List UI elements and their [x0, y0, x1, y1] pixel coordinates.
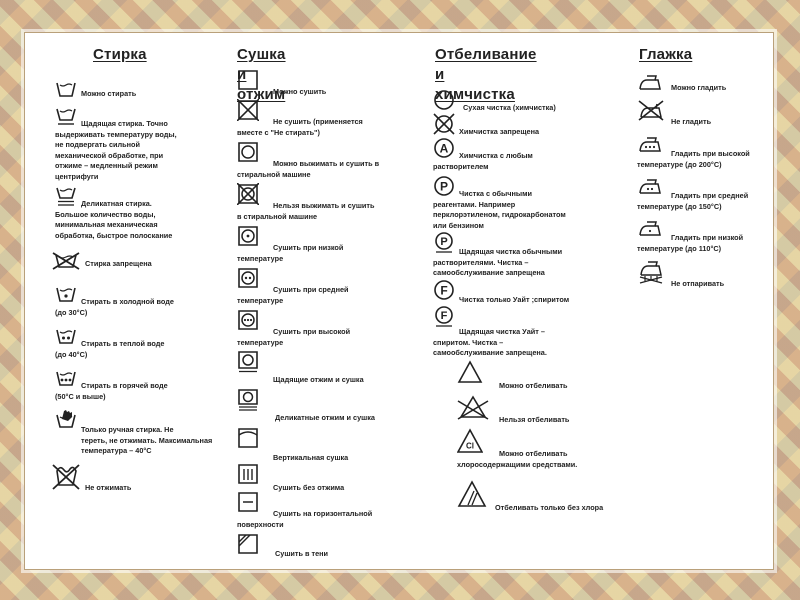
care-label: Гладить при высокой температуре (до 200°C)	[637, 149, 750, 169]
care-label: Не отжимать	[85, 483, 132, 492]
no-wash-icon	[51, 249, 81, 271]
dry-clean-f-icon	[433, 279, 455, 301]
care-label: Только ручная стирка. Не тереть, не отжимать. Максимальная температура – 40°C	[81, 425, 213, 456]
care-label: Не отпаривать	[671, 279, 725, 288]
care-label: Щадящие отжим и сушка	[273, 375, 364, 384]
care-label: Сушить при высокой температуре	[237, 327, 351, 347]
bleach-icon	[457, 359, 483, 385]
bleach-letter: Cl	[466, 441, 474, 451]
dry-shade-icon	[237, 533, 259, 555]
no-wring-icon	[51, 461, 81, 491]
drip-dry-icon	[237, 463, 259, 485]
no-steam-icon	[637, 259, 665, 285]
care-label: Гладить при низкой температуре (до 110°C)	[637, 233, 744, 253]
care-label: Сушить без отжима	[273, 483, 345, 492]
dry-clean-f-gentle-icon	[433, 305, 455, 327]
care-label: Чистка только Уайт ;спиритом	[459, 295, 570, 304]
non-chlorine-bleach-icon	[457, 479, 487, 509]
care-label: Сушить при низкой температуре	[237, 243, 344, 263]
care-label: Вертикальная сушка	[273, 453, 349, 462]
care-label: Щадящая чистка обычными растворителями. Чистка – самообслуживание запрещена	[433, 247, 563, 278]
care-label: Отбеливать только без хлора	[495, 503, 604, 512]
iron-icon	[637, 71, 663, 93]
tumble-dry-delicate-icon	[237, 389, 259, 411]
care-symbols-card	[24, 32, 774, 570]
care-label: Сухая чистка (химчистка)	[463, 103, 556, 112]
no-dry-clean-icon	[433, 113, 455, 135]
line-dry-icon	[237, 427, 259, 449]
tumble-dry-gentle-icon	[237, 351, 259, 373]
column-title-drying: Сушка и отжим	[237, 46, 286, 103]
dry-clean-letter: P	[439, 179, 449, 194]
care-label: Можно стирать	[81, 89, 137, 98]
care-label: Можно выжимать и сушить в стиральной машине	[237, 159, 380, 179]
care-label: Не гладить	[671, 117, 712, 126]
care-label: Химчистка запрещена	[459, 127, 540, 136]
hand-wash-icon	[55, 407, 77, 429]
care-label: Можно отбеливать	[499, 381, 568, 390]
dry-clean-letter: F	[440, 310, 448, 323]
care-label: Щадящая чистка Уайт – спиритом. Чистка – самообслуживание запрещена.	[433, 327, 547, 358]
column-title-washing: Стирка	[93, 46, 147, 63]
care-label: Сушить на горизонтальной поверхности	[237, 509, 373, 529]
care-label: Сушить при средней температуре	[237, 285, 349, 305]
care-label: Можно сушить	[273, 87, 327, 96]
washtub-icon	[55, 77, 77, 99]
care-label: Гладить при средней температуре (до 150°C)	[637, 191, 749, 211]
column-title-bleaching: Отбеливание и химчистка	[435, 46, 537, 103]
dry-clean-icon	[433, 89, 455, 111]
dry-clean-letter: P	[440, 236, 448, 249]
care-label: Щадящая стирка. Точно выдерживать температуру воды, не подвергать сильной механической обработке, при отжиме – медленный режим центрифуги	[55, 119, 177, 181]
care-label: Сушить в тени	[275, 549, 329, 558]
no-bleach-icon	[457, 395, 489, 421]
no-iron-icon	[637, 99, 665, 121]
care-label: Химчистка с любым растворителем	[433, 151, 533, 171]
care-label: Нельзя выжимать и сушить в стиральной машине	[237, 201, 375, 221]
dry-icon	[237, 69, 259, 91]
care-label: Можно гладить	[671, 83, 727, 92]
care-label: Стирать в холодной воде (до 30°C)	[55, 297, 174, 317]
care-label: Нельзя отбеливать	[499, 415, 570, 424]
care-label: Деликатные отжим и сушка	[275, 413, 375, 422]
care-label: Стирать в теплой воде (до 40°C)	[55, 339, 165, 359]
care-label: Можно отбеливать хлоросодержащими средствами.	[457, 449, 578, 469]
column-title-ironing: Глажка	[639, 46, 693, 63]
dry-clean-letter: A	[439, 141, 449, 156]
care-label: Деликатная стирка. Большое количество воды, минимальная механическая обработка, быстрое полоскание	[55, 199, 173, 240]
care-label: Чистка с обычными реагентами. Например перклорэтиленом, гидрокарбонатом или бензином	[433, 189, 566, 230]
dry-clean-letter: F	[440, 283, 448, 298]
care-label: Стирать в горячей воде (50°C и выше)	[55, 381, 168, 401]
care-label: Стирка запрещена	[85, 259, 152, 268]
care-label: Не сушить (применяется вместе с "Не стирать")	[237, 117, 363, 137]
